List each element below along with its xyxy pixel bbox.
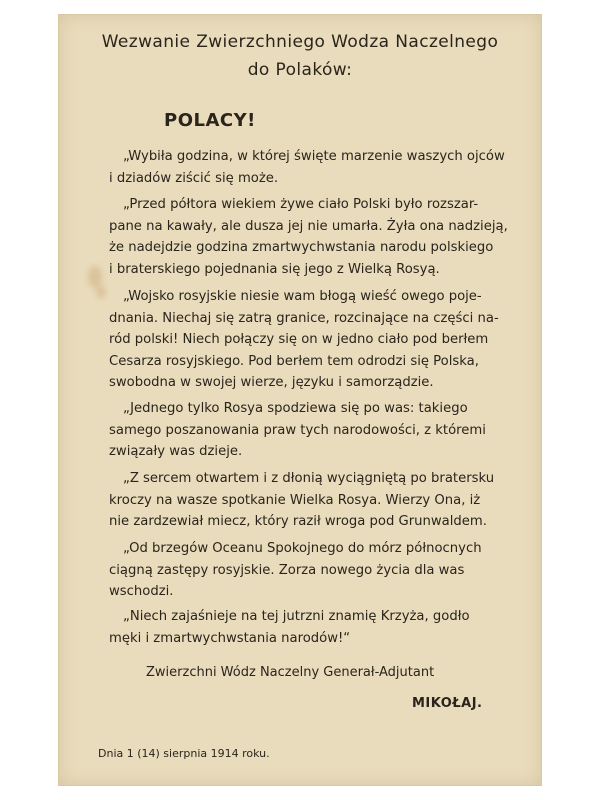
- stain-mark: [88, 266, 102, 288]
- paragraph-1: [109, 146, 513, 189]
- text-line: męki i zmartwychwstania narodów!“: [109, 630, 351, 646]
- document-title-line2: do Polaków:: [247, 60, 353, 80]
- document-heading: POLACY!: [164, 110, 256, 131]
- text-line: swobodna w swojej wierze, języku i samorządzie.: [109, 375, 434, 391]
- paragraph-2: [109, 194, 513, 280]
- text-line: pane na kawały, ale dusza jej nie umarła. Żyła ona nadzieją,: [109, 218, 508, 234]
- text-line: „Z sercem otwartem i z dłonią wyciągniętą po bratersku: [123, 471, 495, 486]
- signature-name: MIKOŁAJ.: [412, 696, 483, 711]
- paragraph-3: [109, 286, 513, 394]
- signature-title: Zwierzchni Wódz Naczelny Generał-Adjutant: [146, 665, 435, 680]
- document-date: Dnia 1 (14) sierpnia 1914 roku.: [98, 747, 270, 760]
- paragraph-4: [109, 398, 513, 463]
- text-line: „Wybiła godzina, w której święte marzenie waszych ojców: [123, 149, 505, 164]
- text-line: „Wojsko rosyjskie niesie wam błogą wieść owego poje-: [123, 289, 482, 304]
- paragraph-5: [109, 468, 513, 533]
- text-line: „Jednego tylko Rosya spodziewa się po was: takiego: [123, 401, 468, 416]
- text-line: ciągną zastępy rosyjskie. Zorza nowego życia dla was: [109, 562, 465, 578]
- text-line: Cesarza rosyjskiego. Pod berłem tem odrodzi się Polska,: [109, 353, 479, 369]
- text-line: i dziadów ziścić się może.: [109, 170, 279, 186]
- text-line: że nadejdzie godzina zmartwychwstania narodu polskiego: [109, 240, 494, 256]
- text-line: związały was dzieje.: [109, 444, 243, 460]
- text-line: kroczy na wasze spotkanie Wielka Rosya. Wierzy Ona, iż: [109, 492, 481, 508]
- text-line: wschodzi.: [109, 584, 174, 600]
- text-line: i braterskiego pojednania się jego z Wielką Rosyą.: [109, 261, 440, 277]
- text-line: nie zardzewiał miecz, który raził wroga pod Grunwaldem.: [109, 514, 487, 530]
- paragraph-7: [109, 606, 513, 649]
- text-line: „Niech zajaśnieje na tej jutrzni znamię Krzyża, godło: [123, 609, 470, 624]
- text-line: samego poszanowania praw tych narodowości, z któremi: [109, 422, 486, 438]
- text-line: „Od brzegów Oceanu Spokojnego do mórz północnych: [123, 541, 482, 556]
- paragraph-6: [109, 538, 513, 603]
- text-line: ród polski! Niech połączy się on w jedno ciało pod berłem: [109, 332, 489, 348]
- proclamation-sheet: [58, 14, 542, 786]
- text-line: „Przed półtora wiekiem żywe ciało Polski było rozszar-: [123, 197, 479, 212]
- stain-mark: [96, 286, 106, 298]
- text-line: dnania. Niechaj się zatrą granice, rozcinające na części na-: [109, 310, 499, 326]
- document-title-line1: Wezwanie Zwierzchniego Wodza Naczelnego: [101, 32, 499, 52]
